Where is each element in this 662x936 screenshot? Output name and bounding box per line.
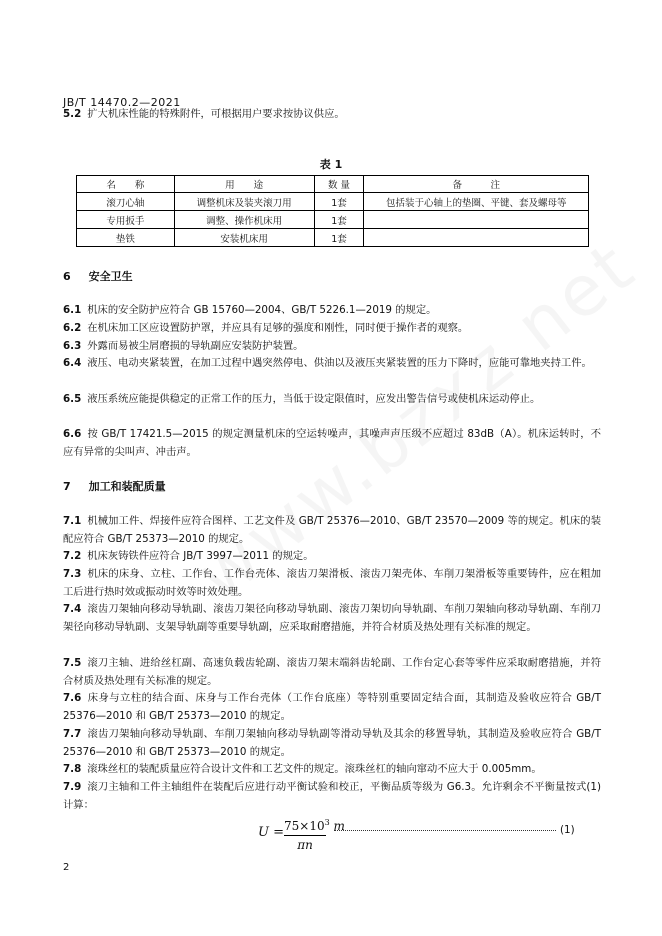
leader-dots (334, 830, 556, 831)
section-6-heading: 6 安全卫生 (63, 270, 133, 283)
cell-usage: 调整、操作机床用 (174, 211, 314, 229)
cell-usage: 调整机床及装夹滚刀用 (174, 193, 314, 211)
cell-remarks (364, 229, 589, 247)
clause-5-2: 5.2 扩大机床性能的特殊附件，可根据用户要求按协议供应。 (63, 108, 345, 120)
table-row (77, 193, 589, 211)
fraction-bar (284, 835, 326, 836)
cell-quantity: 1套 (314, 193, 364, 211)
formula-numerator: $75\times 10^3$ m (284, 818, 345, 833)
formula-fraction (284, 815, 345, 853)
formula-denominator: πn (297, 838, 313, 852)
clause-7-4: 7.4 滚齿刀架轴向移动导轨副、滚齿刀架径向移动导轨副、滚齿刀架切向导轨副、车削刀架轴向移动导轨副、车削刀架径向移动导轨副、支架导轨副等重要导轨副，应采取耐磨措施，并符合材质及热处理有关标准的规定。 (63, 603, 601, 633)
clause-6-4: 6.4 液压、电动夹紧装置，在加工过程中遇突然停电、供油以及液压夹紧装置的压力下降时，应能可靠地夹持工件。 (63, 357, 592, 369)
table-header-row (77, 176, 589, 193)
clause-7-9: 7.9 滚刀主轴和工件主轴组件在装配后应进行动平衡试验和校正，平衡品质等级为 G6.3。允许剩余不平衡量按式(1)计算： (63, 781, 601, 811)
page-number: 2 (63, 862, 70, 873)
clause-7-1: 7.1 机械加工件、焊接件应符合图样、工艺文件及 GB/T 25376—2010、GB/T 23570—2009 等的规定。机床的装配应符合 GB/T 25373—2010 的规定。 (63, 515, 601, 545)
header-quantity: 数 量 (314, 176, 364, 193)
cell-name: 滚刀心轴 (77, 193, 175, 211)
clause-6-5: 6.5 液压系统应能提供稳定的正常工作的压力，当低于设定限值时，应发出警告信号或使机床运动停止。 (63, 393, 541, 405)
formula-lhs: U = (258, 825, 284, 840)
header-name: 名 称 (77, 176, 175, 193)
clause-7-7: 7.7 滚齿刀架轴向移动导轨副、车削刀架轴向移动导轨副等滑动导轨及其余的移置导轨，其制造及验收应符合 GB/T 25376—2010 和 GB/T 25373—2010 的规定。 (63, 728, 601, 758)
table-caption: 表 1 (319, 158, 343, 171)
clause-7-6: 7.6 床身与立柱的结合面、床身与工作台壳体（工作台底座）等特别重要固定结合面，其制造及验收应符合 GB/T 25376—2010 和 GB/T 25373—2010 的规定。 (63, 692, 601, 722)
standard-code: JB/T 14470.2—2021 (63, 96, 181, 109)
section-7-heading: 7 加工和装配质量 (63, 480, 166, 493)
cell-remarks: 包括装于心轴上的垫圈、平键、套及螺母等 (364, 193, 589, 211)
cell-name: 专用扳手 (77, 211, 175, 229)
clause-6-3: 6.3 外露而易被尘屑磨损的导轨副应安装防护装置。 (63, 340, 304, 352)
clause-7-5: 7.5 滚刀主轴、进给丝杠副、高速负载齿轮副、滚齿刀架末端斜齿轮副、工作台定心套等零件应采取耐磨措施，并符合材质及热处理有关标准的规定。 (63, 657, 601, 687)
clause-6-2: 6.2 在机床加工区应设置防护罩，并应具有足够的强度和刚性，同时便于操作者的观察。 (63, 322, 469, 334)
table-row (77, 229, 589, 247)
cell-quantity: 1套 (314, 229, 364, 247)
cell-usage: 安装机床用 (174, 229, 314, 247)
table-row (77, 211, 589, 229)
accessory-table (76, 175, 589, 247)
clause-7-3: 7.3 机床的床身、立柱、工作台、工作台壳体、滚齿刀架滑板、滚齿刀架壳体、车削刀架滑板等重要铸件，应在粗加工后进行热时效或振动时效等时效处理。 (63, 568, 601, 598)
cell-quantity: 1套 (314, 211, 364, 229)
clause-6-1: 6.1 机床的安全防护应符合 GB 15760—2004、GB/T 5226.1—2019 的规定。 (63, 304, 437, 316)
cell-name: 垫铁 (77, 229, 175, 247)
equation-number: (1) (560, 824, 575, 836)
balance-formula (258, 815, 588, 859)
header-usage: 用 途 (174, 176, 314, 193)
header-remarks: 备 注 (364, 176, 589, 193)
clause-7-2: 7.2 机床灰铸铁件应符合 JB/T 3997—2011 的规定。 (63, 550, 314, 562)
clause-7-8: 7.8 滚珠丝杠的装配质量应符合设计文件和工艺文件的规定。滚珠丝杠的轴向窜动不应大于 0.005mm。 (63, 763, 542, 775)
clause-6-6: 6.6 按 GB/T 17421.5—2015 的规定测量机床的空运转噪声，其噪声声压级不应超过 83dB（A）。机床运转时，不应有异常的尖叫声、冲击声。 (63, 428, 601, 458)
cell-remarks (364, 211, 589, 229)
